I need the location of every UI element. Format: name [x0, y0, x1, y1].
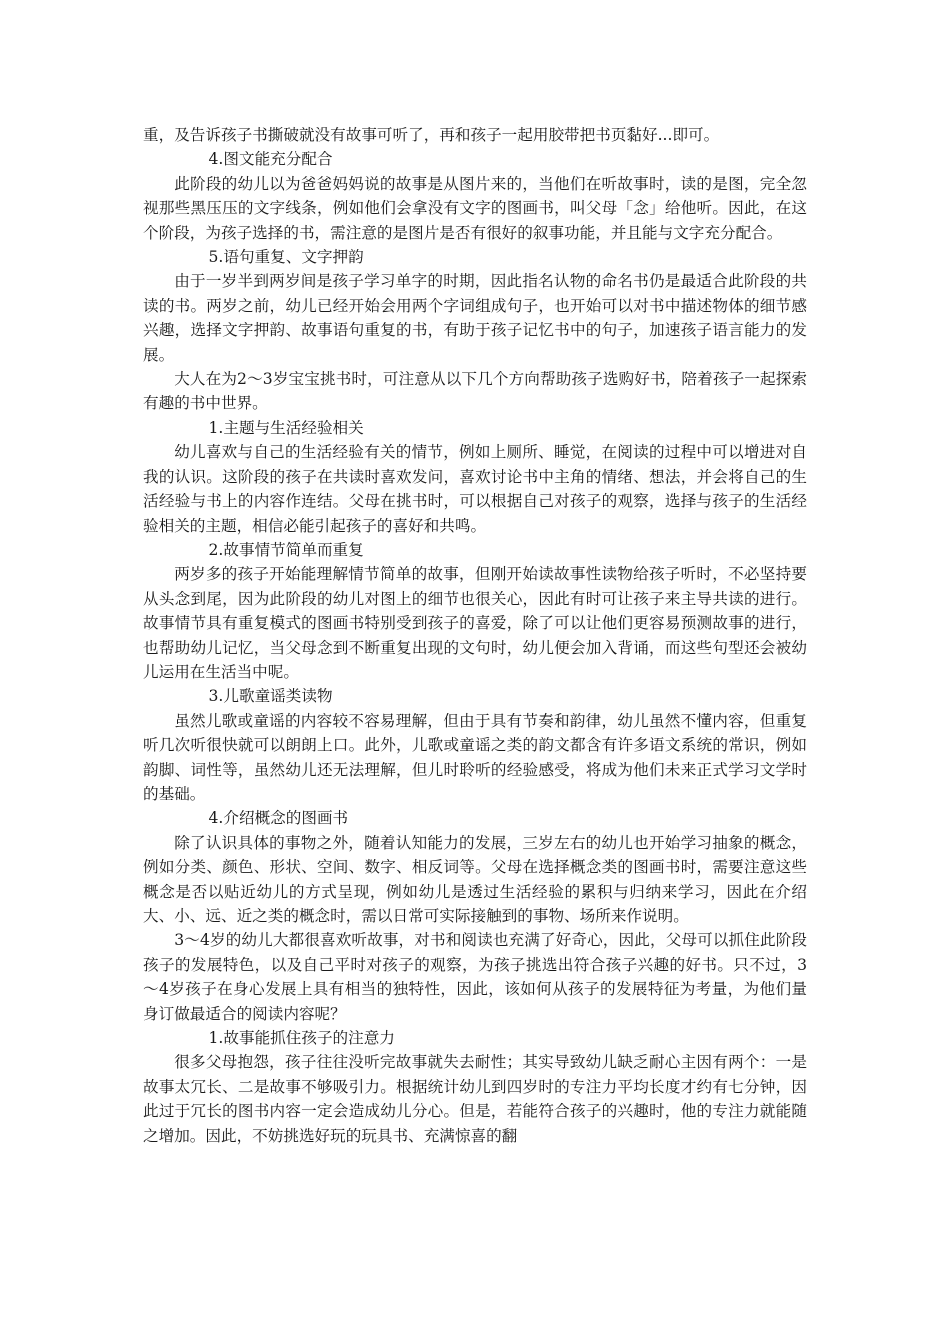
paragraph: 此阶段的幼儿以为爸爸妈妈说的故事是从图片来的，当他们在听故事时，读的是图，完全忽视那些黑压压的文字线条，例如他们会拿没有文字的图画书，叫父母「念」给他听。因此，在这个阶段，为孩子选择的书，需注意的是图片是否有很好的叙事功能，并且能与文字充分配合。: [143, 174, 807, 242]
paragraph: 幼儿喜欢与自己的生活经验有关的情节，例如上厕所、睡觉，在阅读的过程中可以增进对自我的认识。这阶段的孩子在共读时喜欢发问，喜欢讨论书中主角的情绪、想法，并会将自己的生活经验与书上的内容作连结。父母在挑书时，可以根据自己对孩子的观察，选择与孩子的生活经验相关的主题，相信必能引起孩子的喜好和共鸣。: [143, 443, 807, 535]
section-heading: 4.图文能充分配合: [208, 150, 333, 169]
document-body: [143, 123, 807, 1148]
paragraph: 3～4岁的幼儿大都很喜欢听故事，对书和阅读也充满了好奇心，因此，父母可以抓住此阶段孩子的发展特色，以及自己平时对孩子的观察，为孩子挑选出符合孩子兴趣的好书。只不过，3～4岁孩子在身心发展上具有相当的独特性，因此，该如何从孩子的发展特征为考量，为他们量身订做最适合的阅读内容呢？: [143, 931, 807, 1023]
section-heading: 4.介绍概念的图画书: [208, 809, 349, 828]
paragraph: 除了认识具体的事物之外，随着认知能力的发展，三岁左右的幼儿也开始学习抽象的概念，例如分类、颜色、形状、空间、数字、相反词等。父母在选择概念类的图画书时，需要注意这些概念是否以贴近幼儿的方式呈现，例如幼儿是透过生活经验的累积与归纳来学习，因此在介绍大、小、远、近之类的概念时，需以日常可实际接触到的事物、场所来作说明。: [143, 833, 807, 925]
section-heading: 1.主题与生活经验相关: [208, 418, 364, 437]
paragraph: 虽然儿歌或童谣的内容较不容易理解，但由于具有节奏和韵律，幼儿虽然不懂内容，但重复听几次听很快就可以朗朗上口。此外，儿歌或童谣之类的韵文都含有许多语文系统的常识，例如韵脚、词性等，虽然幼儿还无法理解，但儿时聆听的经验感受，将成为他们未来正式学习文学时的基础。: [143, 711, 807, 803]
section-heading: 1.故事能抓住孩子的注意力: [208, 1029, 395, 1048]
paragraph: 很多父母抱怨，孩子往往没听完故事就失去耐性；其实导致幼儿缺乏耐心主因有两个：一是故事太冗长、二是故事不够吸引力。根据统计幼儿到四岁时的专注力平均长度才约有七分钟，因此过于冗长的图书内容一定会造成幼儿分心。但是，若能符合孩子的兴趣时，他的专注力就能随之增加。因此，不妨挑选好玩的玩具书、充满惊喜的翻: [143, 1053, 807, 1145]
paragraph: 由于一岁半到两岁间是孩子学习单字的时期，因此指名认物的命名书仍是最适合此阶段的共读的书。两岁之前，幼儿已经开始会用两个字词组成句子，也开始可以对书中描述物体的细节感兴趣，选择文字押韵、故事语句重复的书，有助于孩子记忆书中的句子，加速孩子语言能力的发展。: [143, 272, 807, 364]
paragraph: 大人在为2～3岁宝宝挑书时，可注意从以下几个方向帮助孩子选购好书，陪着孩子一起探索有趣的书中世界。: [143, 370, 807, 413]
section-heading: 5.语句重复、文字押韵: [208, 248, 364, 267]
section-heading: 2.故事情节简单而重复: [208, 540, 364, 559]
paragraph: 两岁多的孩子开始能理解情节简单的故事，但刚开始读故事性读物给孩子听时，不必坚持要从头念到尾，因为此阶段的幼儿对图上的细节也很关心，因此有时可让孩子来主导共读的进行。故事情节具有重复模式的图画书特别受到孩子的喜爱，除了可以让他们更容易预测故事的进行，也帮助幼儿记忆，当父母念到不断重复出现的文句时，幼儿便会加入背诵，而这些句型还会被幼儿运用在生活当中呢。: [143, 565, 807, 681]
section-heading: 3.儿歌童谣类读物: [208, 687, 333, 706]
paragraph-continuation: 重，及告诉孩子书撕破就没有故事可听了，再和孩子一起用胶带把书页黏好...即可。: [143, 126, 720, 144]
